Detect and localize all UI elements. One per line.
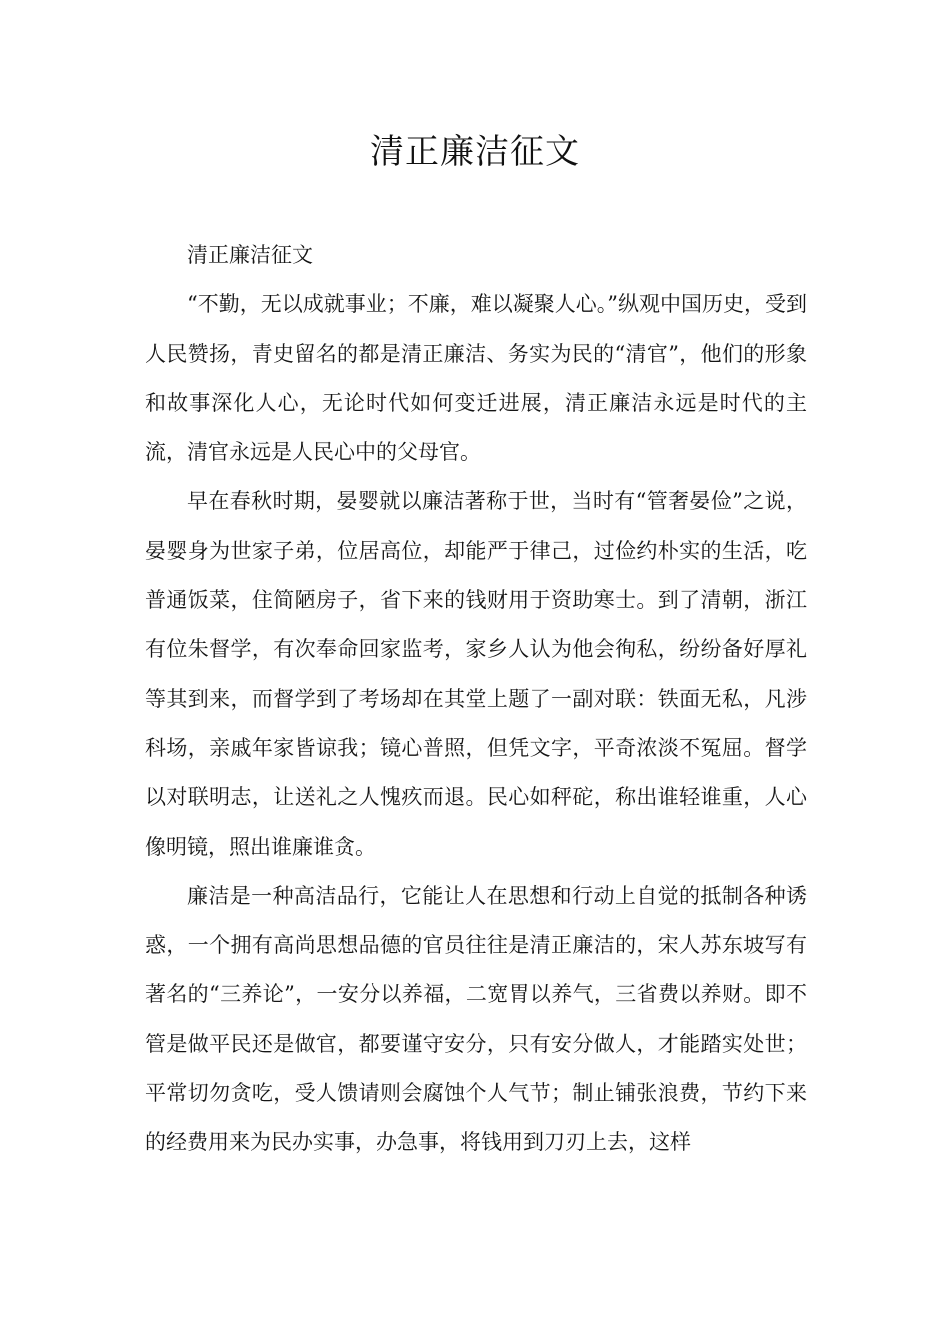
paragraph: 早在春秋时期，晏婴就以廉洁著称于世，当时有“管奢晏俭”之说，晏婴身为世家子弟，位居高位，却能严于律己，过俭约朴实的生活，吃普通饭菜，住简陋房子，省下来的钱财用于资助寒士。到了清朝，浙江有位朱督学，有次奉命回家监考，家乡人认为他会徇私，纷纷备好厚礼等其到来，而督学到了考场却在其堂上题了一副对联：铁面无私，凡涉科场，亲戚年家皆谅我；镜心普照，但凭文字，平奇浓淡不冤屈。督学以对联明志，让送礼之人愧疚而退。民心如秤砣，称出谁轻谁重，人心像明镜，照出谁廉谁贪。: [145, 489, 807, 859]
document-title: 清正廉洁征文: [370, 132, 580, 172]
paragraph-subtitle: 清正廉洁征文: [187, 243, 313, 267]
paragraph: “不勤，无以成就事业；不廉，难以凝聚人心。”纵观中国历史，受到人民赞扬，青史留名的都是清正廉洁、务实为民的“清官”，他们的形象和故事深化人心，无论时代如何变迁进展，清正廉洁永远是时代的主流，清官永远是人民心中的父母官。: [145, 292, 807, 465]
document-body: [145, 231, 807, 1168]
paragraph: 廉洁是一种高洁品行，它能让人在思想和行动上自觉的抵制各种诱惑，一个拥有高尚思想品德的官员往往是清正廉洁的，宋人苏东坡写有著名的“三养论”，一安分以养福，二宽胃以养气，三省费以养财。即不管是做平民还是做官，都要谨守安分，只有安分做人，才能踏实处世；平常切勿贪吃，受人馈请则会腐蚀个人气节；制止铺张浪费，节约下来的经费用来为民办实事，办急事，将钱用到刀刃上去，这样: [145, 883, 807, 1155]
